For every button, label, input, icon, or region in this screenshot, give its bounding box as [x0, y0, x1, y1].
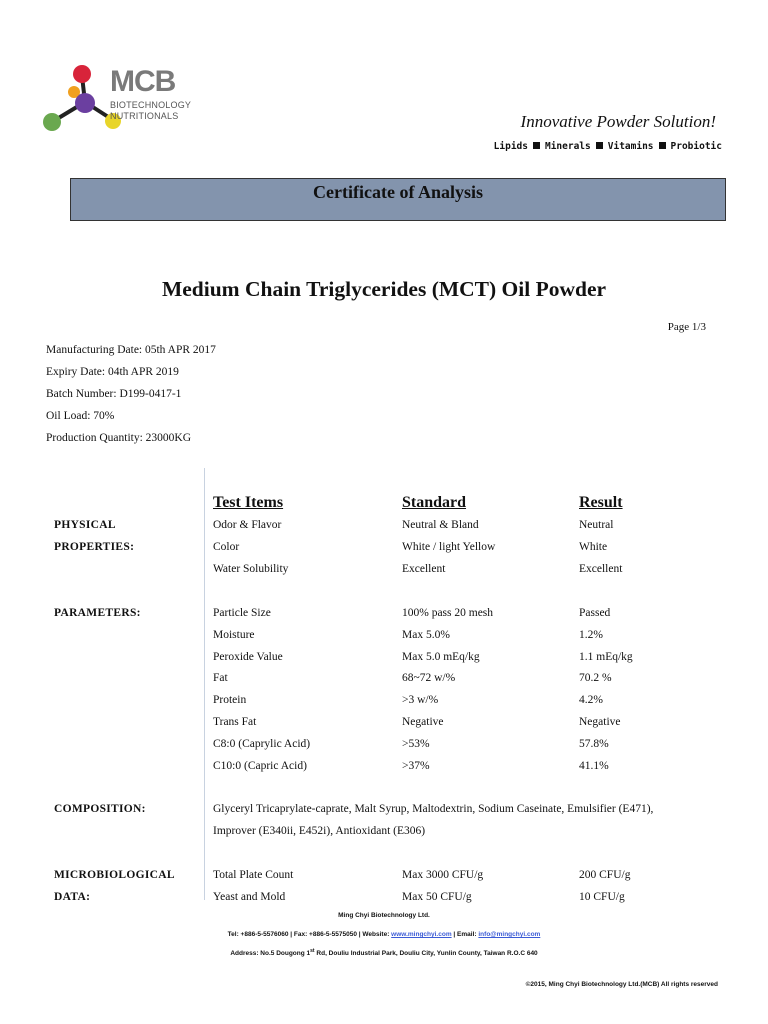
test-item: C8:0 (Caprylic Acid) [213, 738, 311, 750]
result-value: 41.1% [579, 760, 609, 772]
composition-line-2: Improver (E340ii, E452i), Antioxidant (E306) [213, 825, 426, 837]
test-item: Yeast and Mold [213, 891, 286, 903]
standard-value: 100% pass 20 mesh [402, 607, 494, 619]
logo-brand: MCB [110, 65, 176, 98]
standard-value: 68~72 w/% [402, 672, 456, 684]
footer-fax: Fax: +886-5-5575050 [293, 931, 357, 938]
test-item: Peroxide Value [213, 651, 283, 663]
test-item: Total Plate Count [213, 869, 294, 881]
column-divider [204, 468, 205, 900]
page-number: Page 1/3 [667, 321, 706, 333]
footer-address-suffix: Rd, Douliu Industrial Park, Douliu City, Yunlin County, Taiwan R.O.C 640 [316, 950, 538, 958]
certificate-banner [70, 178, 726, 221]
standard-value: Neutral & Bland [402, 519, 479, 531]
standard-value: Max 50 CFU/g [402, 891, 472, 903]
standard-value: Excellent [402, 563, 446, 575]
standard-value: Negative [402, 716, 444, 728]
product-line-item: Minerals [544, 141, 591, 152]
section-physical: PHYSICAL [54, 519, 116, 531]
section-composition: COMPOSITION: [54, 803, 146, 815]
result-value: 200 CFU/g [579, 869, 631, 881]
square-bullet-icon [596, 142, 603, 149]
standard-value: >37% [402, 760, 430, 772]
result-value: Neutral [579, 519, 614, 531]
test-item: Fat [213, 672, 228, 684]
section-physical-cont: PROPERTIES: [54, 541, 135, 553]
standard-value: >53% [402, 738, 430, 750]
product-line-item: Lipids [493, 141, 528, 152]
header-result: Result [579, 494, 623, 511]
footer-email-label: Email: [457, 931, 477, 938]
result-value: 10 CFU/g [579, 891, 625, 903]
result-value: 57.8% [579, 738, 609, 750]
oil-load: Oil Load: 70% [46, 410, 115, 422]
website-link[interactable]: www.mingchyi.com [391, 931, 452, 938]
product-line-item: Vitamins [607, 141, 654, 152]
result-value: 4.2% [579, 694, 603, 706]
test-item: Color [213, 541, 240, 553]
production-quantity: Production Quantity: 23000KG [46, 432, 192, 444]
footer-website-label: Website: [362, 931, 390, 938]
footer-address-sup: st [310, 948, 315, 954]
test-item: Particle Size [213, 607, 271, 619]
manufacturing-date: Manufacturing Date: 05th APR 2017 [46, 344, 216, 356]
email-link[interactable]: info@mingchyi.com [478, 931, 541, 938]
footer-tel: Tel: +886-5-5576060 [227, 931, 289, 938]
logo-subtitle-2: NUTRITIONALS [110, 111, 179, 121]
logo-subtitle-1: BIOTECHNOLOGY [110, 100, 192, 110]
copyright: ©2015, Ming Chyi Biotechnology Ltd.(MCB) All rights reserved [525, 981, 718, 988]
standard-value: Max 3000 CFU/g [402, 869, 484, 881]
standard-value: >3 w/% [402, 694, 439, 706]
test-item: Water Solubility [213, 563, 289, 575]
result-value: Negative [579, 716, 621, 728]
header-standard: Standard [402, 494, 467, 511]
header-test-items: Test Items [213, 494, 284, 511]
result-value: 70.2 % [579, 672, 612, 684]
standard-value: Max 5.0% [402, 629, 450, 641]
result-value: 1.2% [579, 629, 603, 641]
section-microbiological-cont: DATA: [54, 891, 91, 903]
standard-value: White / light Yellow [402, 541, 496, 553]
footer-company: Ming Chyi Biotechnology Ltd. [338, 912, 430, 919]
square-bullet-icon [533, 142, 540, 149]
test-item: Moisture [213, 629, 255, 641]
batch-number: Batch Number: D199-0417-1 [46, 388, 182, 400]
result-value: 1.1 mEq/kg [579, 651, 633, 663]
document-title: Medium Chain Triglycerides (MCT) Oil Powder [161, 277, 607, 301]
product-line-item: Probiotic [670, 141, 722, 152]
test-item: C10:0 (Capric Acid) [213, 760, 307, 772]
test-item: Odor & Flavor [213, 519, 282, 531]
result-value: White [579, 541, 608, 553]
test-item: Protein [213, 694, 247, 706]
standard-value: Max 5.0 mEq/kg [402, 651, 480, 663]
square-bullet-icon [659, 142, 666, 149]
test-item: Trans Fat [213, 716, 257, 728]
tagline: Innovative Powder Solution! [520, 112, 716, 131]
composition-line-1: Glyceryl Tricaprylate-caprate, Malt Syrup, Maltodextrin, Sodium Caseinate, Emulsifier (E471), [213, 803, 654, 815]
result-value: Excellent [579, 563, 623, 575]
expiry-date: Expiry Date: 04th APR 2019 [46, 366, 179, 378]
section-microbiological: MICROBIOLOGICAL [54, 869, 175, 881]
result-value: Passed [579, 607, 611, 619]
footer-contact: Tel: +886-5-5576060 | Fax: +886-5-5575050 | Website: www.mingchyi.com | Email: info@mingchyi.com [227, 931, 541, 938]
section-parameters: PARAMETERS: [54, 607, 141, 619]
product-lines [494, 141, 722, 152]
banner-title: Certificate of Analysis [313, 182, 483, 202]
footer-address-prefix: Address: No.5 Dougong 1 [230, 950, 311, 958]
footer-address [0, 948, 768, 957]
